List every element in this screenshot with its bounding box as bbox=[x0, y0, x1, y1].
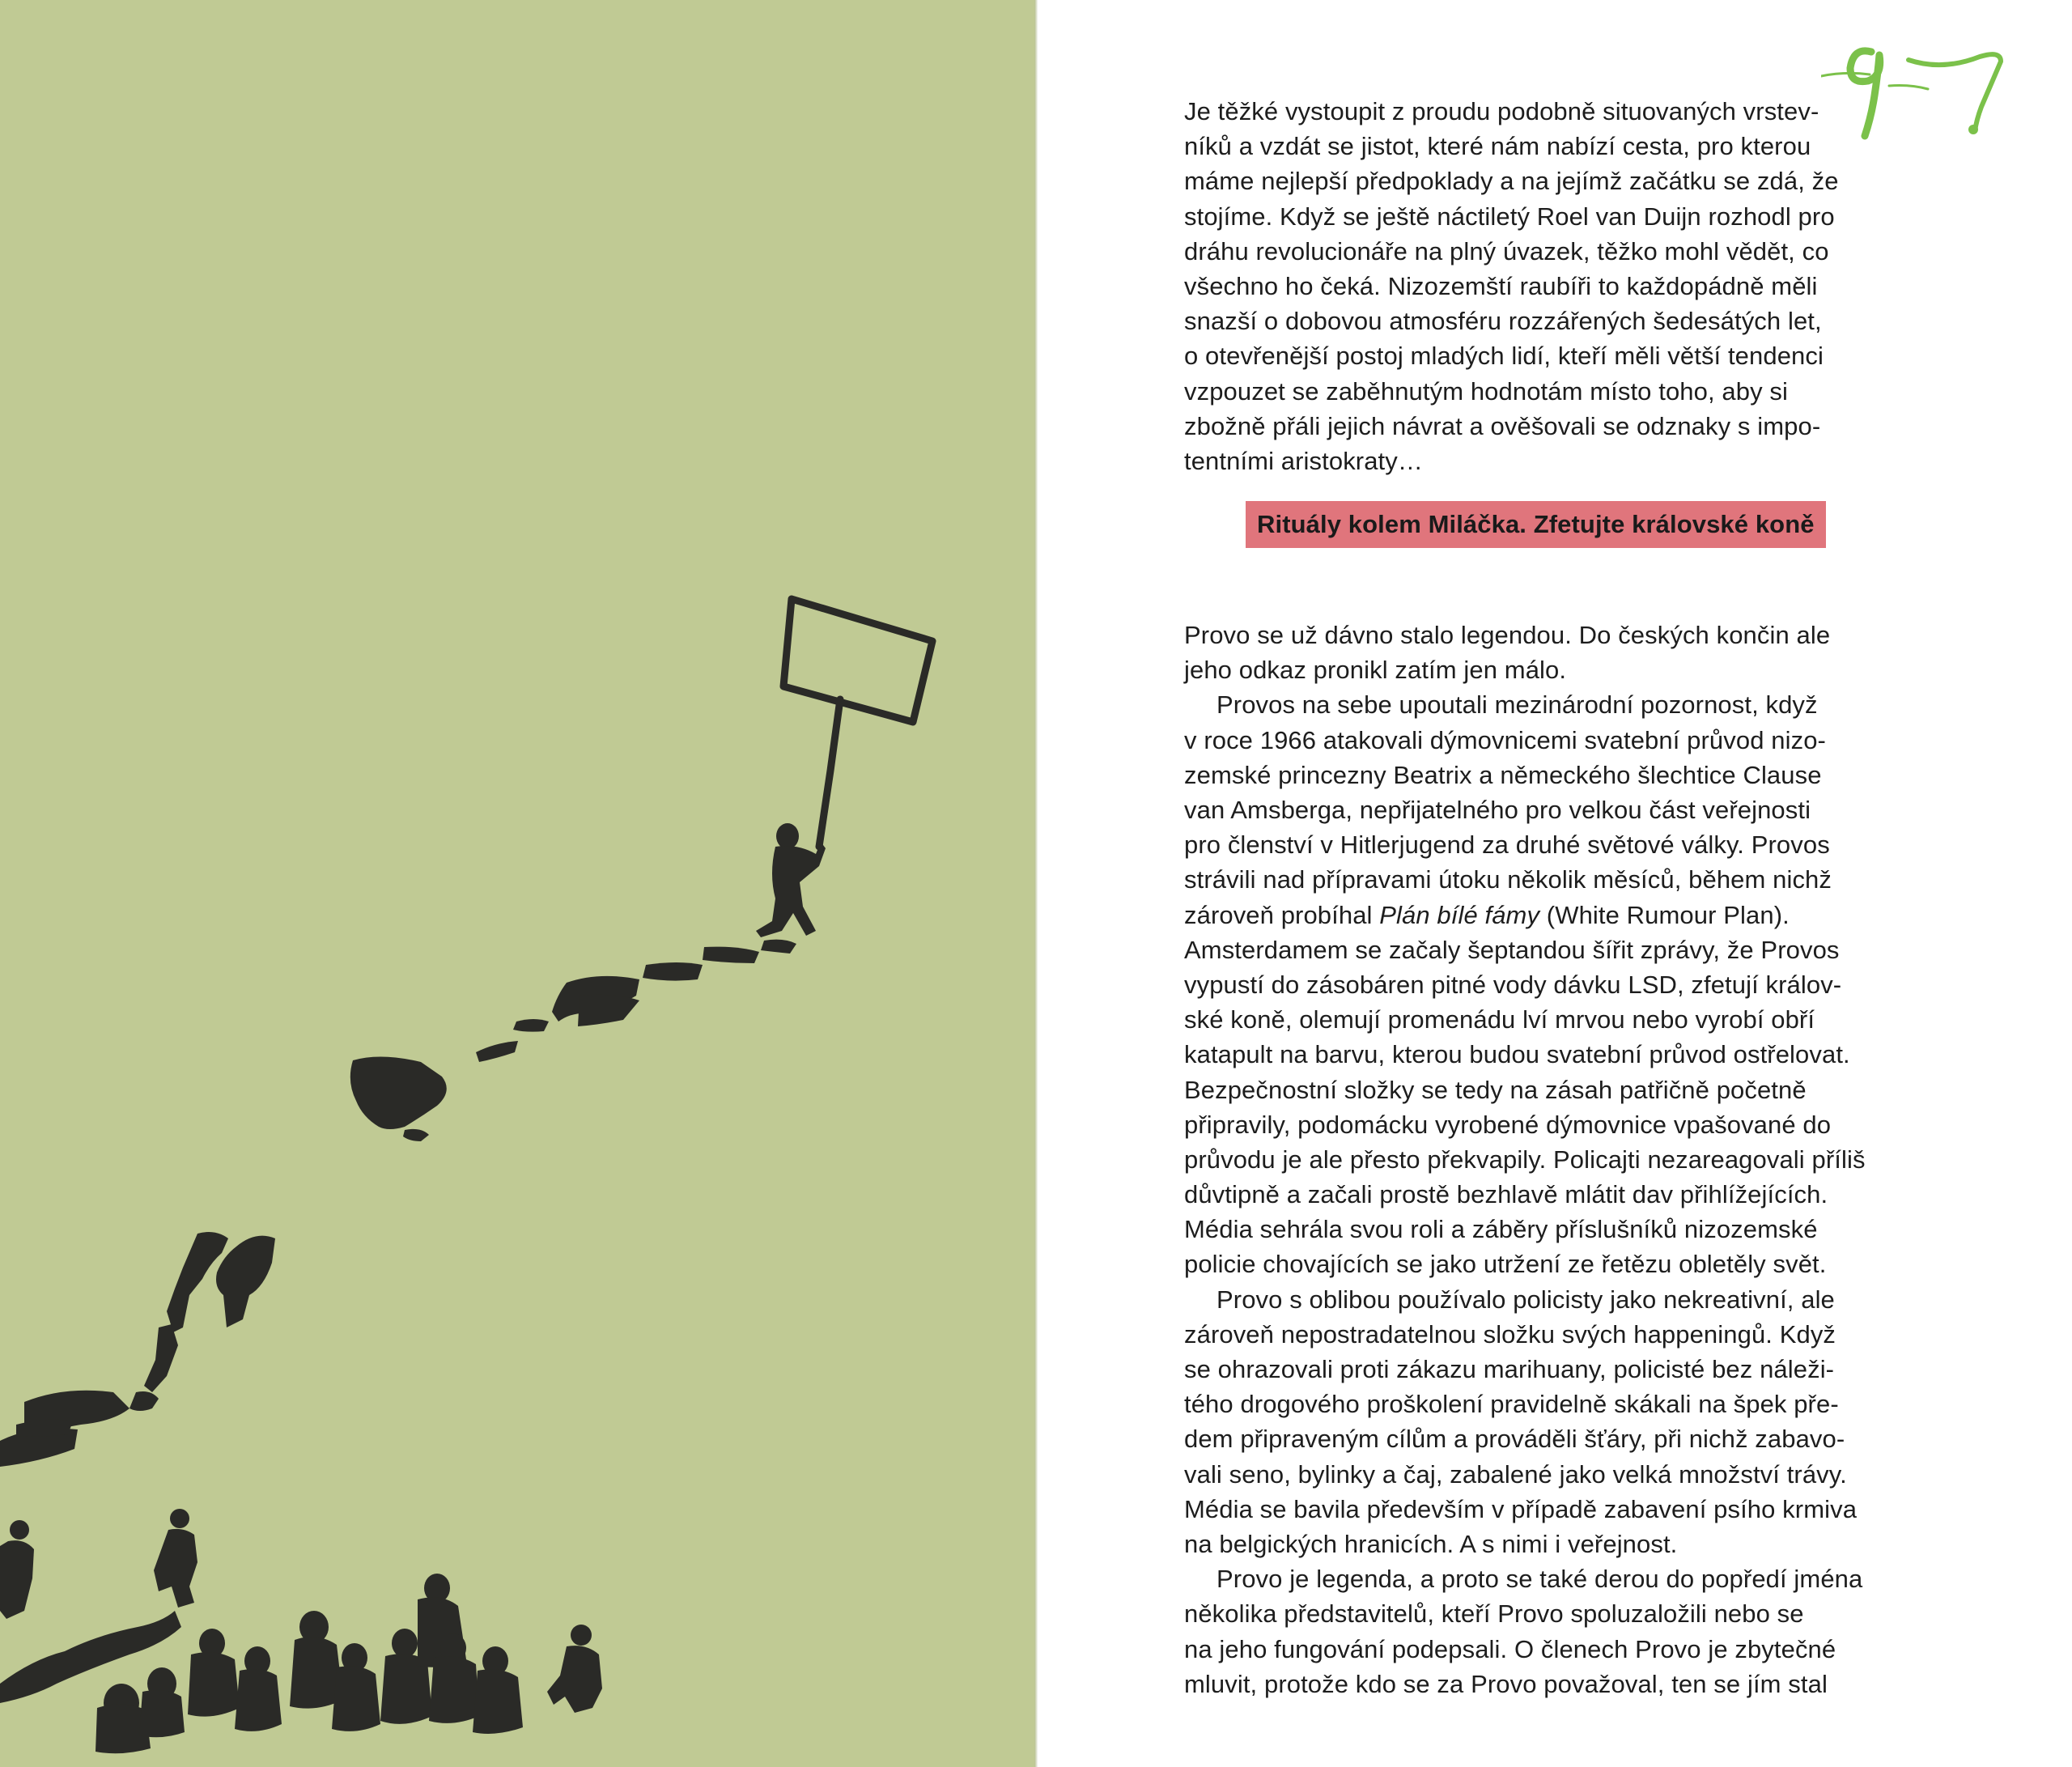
paragraph-3 bbox=[1184, 1282, 1981, 1562]
text-line: dem připraveným cílům a prováděli šťáry, při nichž zabavo- bbox=[1184, 1425, 1845, 1454]
section-heading: Rituály kolem Miláčka. Zfetujte královské koně bbox=[1246, 501, 1826, 548]
text-line: katapult na barvu, kterou budou svatební průvod ostřelovat. bbox=[1184, 1040, 1850, 1069]
crowd-trail-upper bbox=[350, 940, 796, 1141]
text-line-with-italic bbox=[1184, 898, 1981, 932]
text-line: zemské princezny Beatrix a německého šlechtice Clause bbox=[1184, 760, 1822, 789]
text-line: na jeho fungování podepsali. O členech Provo je zbytečné bbox=[1184, 1634, 1836, 1663]
text-line: se ohrazovali proti zákazu marihuany, policisté bez náleži- bbox=[1184, 1355, 1835, 1383]
text-line: důvtipně a začali prostě bezhlavě mlátit dav přihlížejících. bbox=[1184, 1180, 1828, 1209]
text-line: Amsterdamem se začaly šeptandou šířit zprávy, že Provos bbox=[1184, 935, 1840, 964]
text-line: máme nejlepší předpoklady a na jejímž začátku se zdá, že bbox=[1184, 167, 1839, 196]
text-line: mluvit, protože kdo se za Provo považoval, ten se jím stal bbox=[1184, 1669, 1828, 1698]
italic-title: Plán bílé fámy bbox=[1379, 900, 1540, 929]
text-line: vali seno, bylinky a čaj, zabalené jako velká množství trávy. bbox=[1184, 1459, 1847, 1489]
text-line: tentními aristokraty… bbox=[1184, 446, 1423, 475]
text-line: ské koně, olemují promenádu lví mrvou nebo vyrobí obří bbox=[1184, 1005, 1815, 1034]
text-line: níků a vzdát se jistot, které nám nabízí cesta, pro kterou bbox=[1184, 132, 1811, 161]
text-line: vzpouzet se zaběhnutým hodnotám místo toho, aby si bbox=[1184, 376, 1788, 406]
text-line: snazší o dobovou atmosféru rozzářených šedesátých let, bbox=[1184, 307, 1822, 336]
text-line: zároveň nepostradatelnou složku svých happeningů. Když bbox=[1184, 1319, 1836, 1349]
paragraph-1 bbox=[1184, 618, 1981, 687]
placard-stick bbox=[819, 699, 840, 847]
placard-icon bbox=[783, 599, 932, 722]
person-figure-icon bbox=[547, 1625, 602, 1713]
text-line: zbožně přáli jejich návrat a ověšovali se odznaky s impo- bbox=[1184, 411, 1821, 440]
text-line: Provo se už dávno stalo legendou. Do českých končin ale bbox=[1184, 621, 1831, 650]
section-heading-wrap bbox=[1184, 478, 1981, 618]
text-line: průvodu je ale přesto překvapily. Policajti nezareagovali příliš bbox=[1184, 1145, 1866, 1174]
text-line: Je těžké vystoupit z proudu podobně situovaných vrstev- bbox=[1184, 97, 1819, 125]
text-line: Provos na sebe upoutali mezinárodní pozornost, když bbox=[1216, 690, 1818, 720]
climbing-figures bbox=[130, 1232, 275, 1411]
text-line: jeho odkaz pronikl zatím jen málo. bbox=[1184, 656, 1567, 685]
text-line: všechno ho čeká. Nizozemští raubíři to každopádně měli bbox=[1184, 271, 1818, 300]
person-figure-icon bbox=[154, 1509, 197, 1608]
text-line: policie chovajících se jako utržení ze řetězu obletěly svět. bbox=[1184, 1250, 1827, 1279]
text-line: Bezpečnostní složky se tedy na zásah patřičně početně bbox=[1184, 1075, 1807, 1104]
text-line: stojíme. Když se ještě náctiletý Roel van Duijn rozhodl pro bbox=[1184, 202, 1835, 231]
text-line: několika představitelů, kteří Provo spoluzaložili nebo se bbox=[1184, 1599, 1804, 1629]
text-line: připravily, podomácku vyrobené dýmovnice vpašované do bbox=[1184, 1110, 1832, 1139]
text-line: strávili nad přípravami útoku několik měsíců, během nichž bbox=[1184, 865, 1832, 894]
crowd-trail-lower-left bbox=[0, 1391, 130, 1467]
text-line: Provo je legenda, a proto se také derou do popředí jména bbox=[1216, 1565, 1863, 1594]
text-line: dráhu revolucionáře na plný úvazek, těžko mohl vědět, co bbox=[1184, 236, 1829, 265]
text-fragment: (White Rumour Plan). bbox=[1539, 900, 1790, 929]
text-line: na belgických hranicích. A s nimi i veřejnost. bbox=[1184, 1529, 1678, 1558]
protester-figure-icon bbox=[756, 823, 826, 937]
person-figure-icon bbox=[0, 1520, 34, 1619]
text-line: van Amsberga, nepřijatelného pro velkou část veřejnosti bbox=[1184, 796, 1811, 824]
paragraph-2 bbox=[1184, 687, 1981, 1281]
article-text bbox=[1184, 94, 1981, 1701]
text-line: Provo s oblibou používalo policisty jako nekreativní, ale bbox=[1216, 1285, 1835, 1314]
text-line: v roce 1966 atakovali dýmovnicemi svatební průvod nizo- bbox=[1184, 725, 1826, 754]
text-line: Média sehrála svou roli a záběry příslušníků nizozemské bbox=[1184, 1215, 1818, 1244]
text-line: vypustí do zásobáren pitné vody dávku LSD, zfetují králov- bbox=[1184, 970, 1842, 999]
paragraph-4 bbox=[1184, 1561, 1981, 1701]
bottom-crowd-figures bbox=[0, 1509, 602, 1753]
intro-paragraph bbox=[1184, 94, 1981, 478]
text-line: Média se bavila především v případě zabavení psího krmiva bbox=[1184, 1494, 1858, 1523]
text-line: pro členství v Hitlerjugend za druhé světové války. Provos bbox=[1184, 830, 1830, 860]
text-fragment: zároveň probíhal bbox=[1184, 900, 1380, 929]
text-line: tého drogového proškolení pravidelně skákali na špek pře- bbox=[1184, 1390, 1839, 1419]
text-line: o otevřenější postoj mladých lidí, kteří měli větší tendenci bbox=[1184, 342, 1824, 371]
